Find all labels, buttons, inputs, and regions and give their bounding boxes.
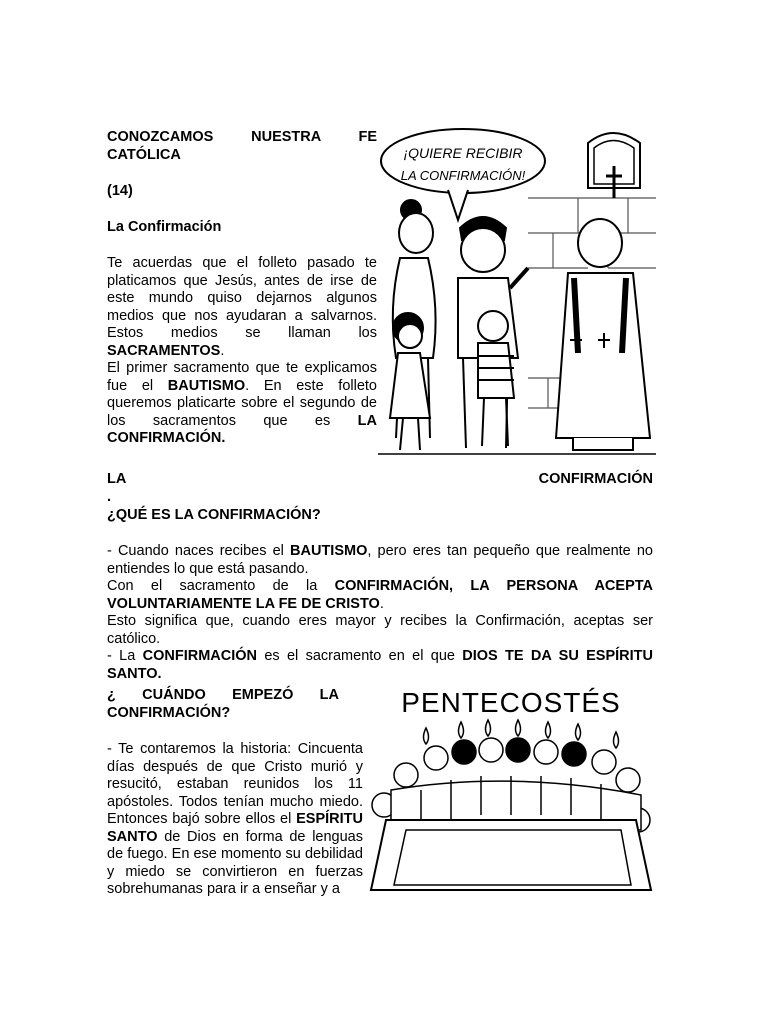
body-b4-bold2: DIOS TE DA SU ESPÍRITU SANTO. xyxy=(107,648,653,682)
body-b2b: . xyxy=(379,595,384,612)
page-title-line2: CATÓLICA xyxy=(107,146,181,163)
pentecost-cartoon xyxy=(366,680,656,895)
pentecost-title: PENTECOSTÉS xyxy=(401,687,621,718)
confirmation-cartoon-drawing xyxy=(378,128,656,464)
body-b2a: Con el sacramento de la xyxy=(107,578,318,594)
speech-line1: ¡QUIERE RECIBIR xyxy=(403,145,523,161)
history-p-a: - Te contaremos la historia: Cincuenta días después de que Cristo murió y resucitó, estaban reunidos los 11 apóstoles. Todos tenían mucho miedo. Entonces bajó sobre ellos el xyxy=(107,741,363,827)
body-b4b: es el sacramento en el que xyxy=(264,648,455,664)
question-when: ¿ CUÁNDO EMPEZÓ LA CONFIRMACIÓN? xyxy=(107,687,339,721)
history-p-b: de Dios en forma de lenguas de fuego. En ese momento su debilidad y miedo se convirtieron en fuerzas sobrehumanas para ir a enseñar y a xyxy=(107,828,363,897)
body-b1b: , pero eres tan pequeño que realmente no entiendes lo que está pasando. xyxy=(107,543,653,577)
intro-p2-bold2: LA CONFIRMACIÓN. xyxy=(107,412,377,446)
intro-p2-bold1: BAUTISMO xyxy=(167,377,246,394)
history-bold: ESPÍRITU SANTO xyxy=(107,811,363,845)
issue-number: (14) xyxy=(107,183,133,199)
body-text xyxy=(107,543,653,683)
intro-p1-bold: SACRAMENTOS xyxy=(107,342,221,359)
intro-p2b: . En este folleto queremos platicarte sobre el segundo de los sacramentos que es xyxy=(107,377,377,429)
section-title xyxy=(107,471,653,489)
intro-text xyxy=(107,255,377,448)
pentecost-cartoon-drawing xyxy=(366,680,656,895)
intro-p2a: El primer sacramento que te explicamos fue el xyxy=(107,360,377,394)
speech-line2: LA CONFIRMACIÓN! xyxy=(400,168,526,183)
section-title-la: LA xyxy=(107,471,127,487)
body-b2-bold: CONFIRMACIÓN, LA PERSONA ACEPTA VOLUNTARIAMENTE LA FE DE CRISTO xyxy=(107,578,654,612)
page-title-line1: CONOZCAMOS NUESTRA FE xyxy=(107,129,377,145)
question-what-is: ¿QUÉ ES LA CONFIRMACIÓN? xyxy=(107,507,321,523)
history-text xyxy=(107,741,363,899)
intro-p1-end: . xyxy=(220,342,225,359)
body-b1-bold: BAUTISMO xyxy=(290,543,368,559)
intro-p1: Te acuerdas que el folleto pasado te platicamos que Jesús, antes de irse de este mundo quiso dejarnos algunos medios que nos ayudaran a salvarnos. Estos medios se llaman los xyxy=(107,255,377,341)
body-b4-bold1: CONFIRMACIÓN xyxy=(142,648,258,664)
subtitle: La Confirmación xyxy=(107,219,222,235)
section-title-confirmacion: CONFIRMACIÓN xyxy=(538,471,653,487)
section-title-dot: . xyxy=(107,489,112,505)
body-b1a: - Cuando naces recibes el xyxy=(107,543,284,559)
confirmation-cartoon xyxy=(378,128,656,464)
body-b4a: - La xyxy=(107,648,136,664)
body-b3: Esto significa que, cuando eres mayor y recibes la Confirmación, aceptas ser católico. xyxy=(107,613,653,647)
